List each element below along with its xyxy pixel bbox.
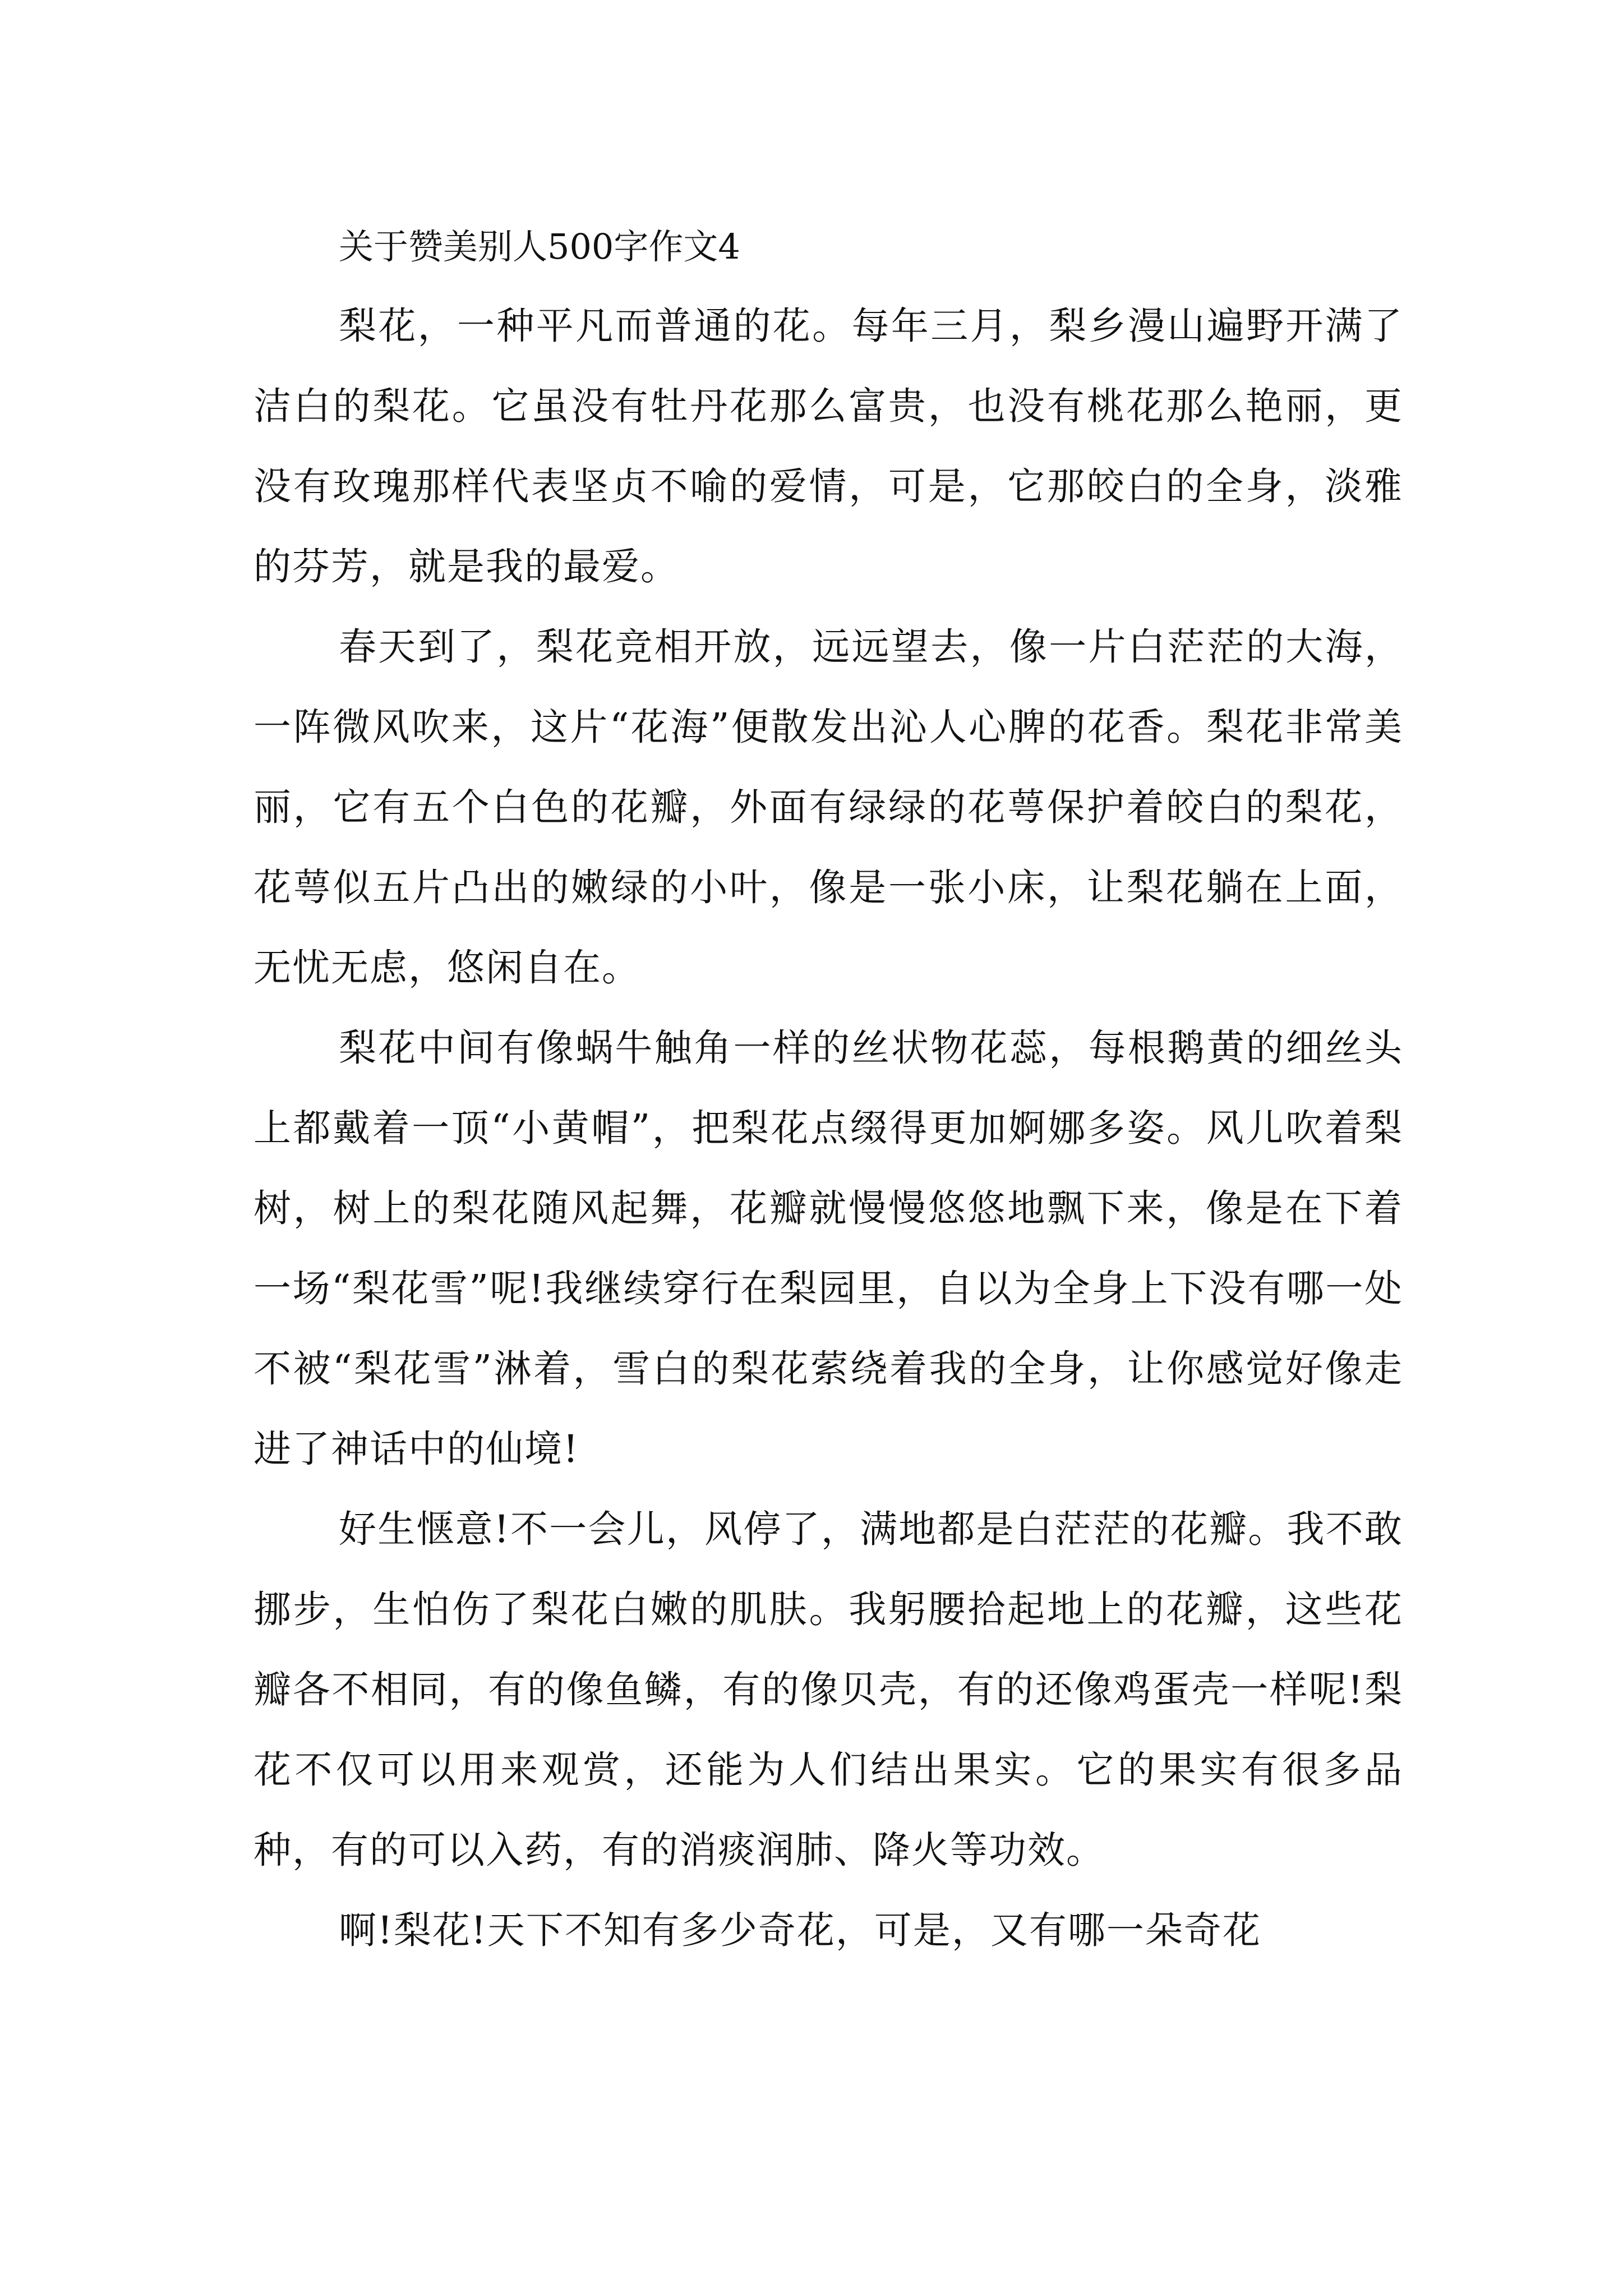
paragraph-4: 好生惬意!不一会儿，风停了，满地都是白茫茫的花瓣。我不敢挪步，生怕伤了梨花白嫩的肌肤。我躬腰拾起地上的花瓣，这些花瓣各不相同，有的像鱼鳞，有的像贝壳，有的还像鸡蛋壳一样呢!梨花不仅可以用来观赏，还能为人们结出果实。它的果实有很多品种，有的可以入药，有的消痰润肺、降火等功效。 [253,1507,1403,1872]
paragraph-3: 梨花中间有像蜗牛触角一样的丝状物花蕊，每根鹅黄的细丝头上都戴着一顶“小黄帽”，把梨花点缀得更加婀娜多姿。风儿吹着梨树，树上的梨花随风起舞，花瓣就慢慢悠悠地飘下来，像是在下着一场“梨花雪”呢!我继续穿行在梨园里，自以为全身上下没有哪一处不被“梨花雪”淋着，雪白的梨花萦绕着我的全身，让你感觉好像走进了神话中的仙境! [253,1026,1403,1471]
paragraph-2: 春天到了，梨花竞相开放，远远望去，像一片白茫茫的大海，一阵微风吹来，这片“花海”便散发出沁人心脾的花香。梨花非常美丽，它有五个白色的花瓣，外面有绿绿的花萼保护着皎白的梨花，花萼似五片凸出的嫩绿的小叶，像是一张小床，让梨花躺在上面，无忧无虑，悠闲自在。 [253,625,1403,990]
paragraph-5: 啊!梨花!天下不知有多少奇花，可是，又有哪一朵奇花 [339,1908,1261,1952]
essay-title: 关于赞美别人500字作文4 [339,226,740,267]
essay-body [253,208,1403,1971]
paragraph-1: 梨花，一种平凡而普通的花。每年三月，梨乡漫山遍野开满了洁白的梨花。它虽没有牡丹花那么富贵，也没有桃花那么艳丽，更没有玫瑰那样代表坚贞不喻的爱情，可是，它那皎白的全身，淡雅的芬芳，就是我的最爱。 [253,304,1403,588]
